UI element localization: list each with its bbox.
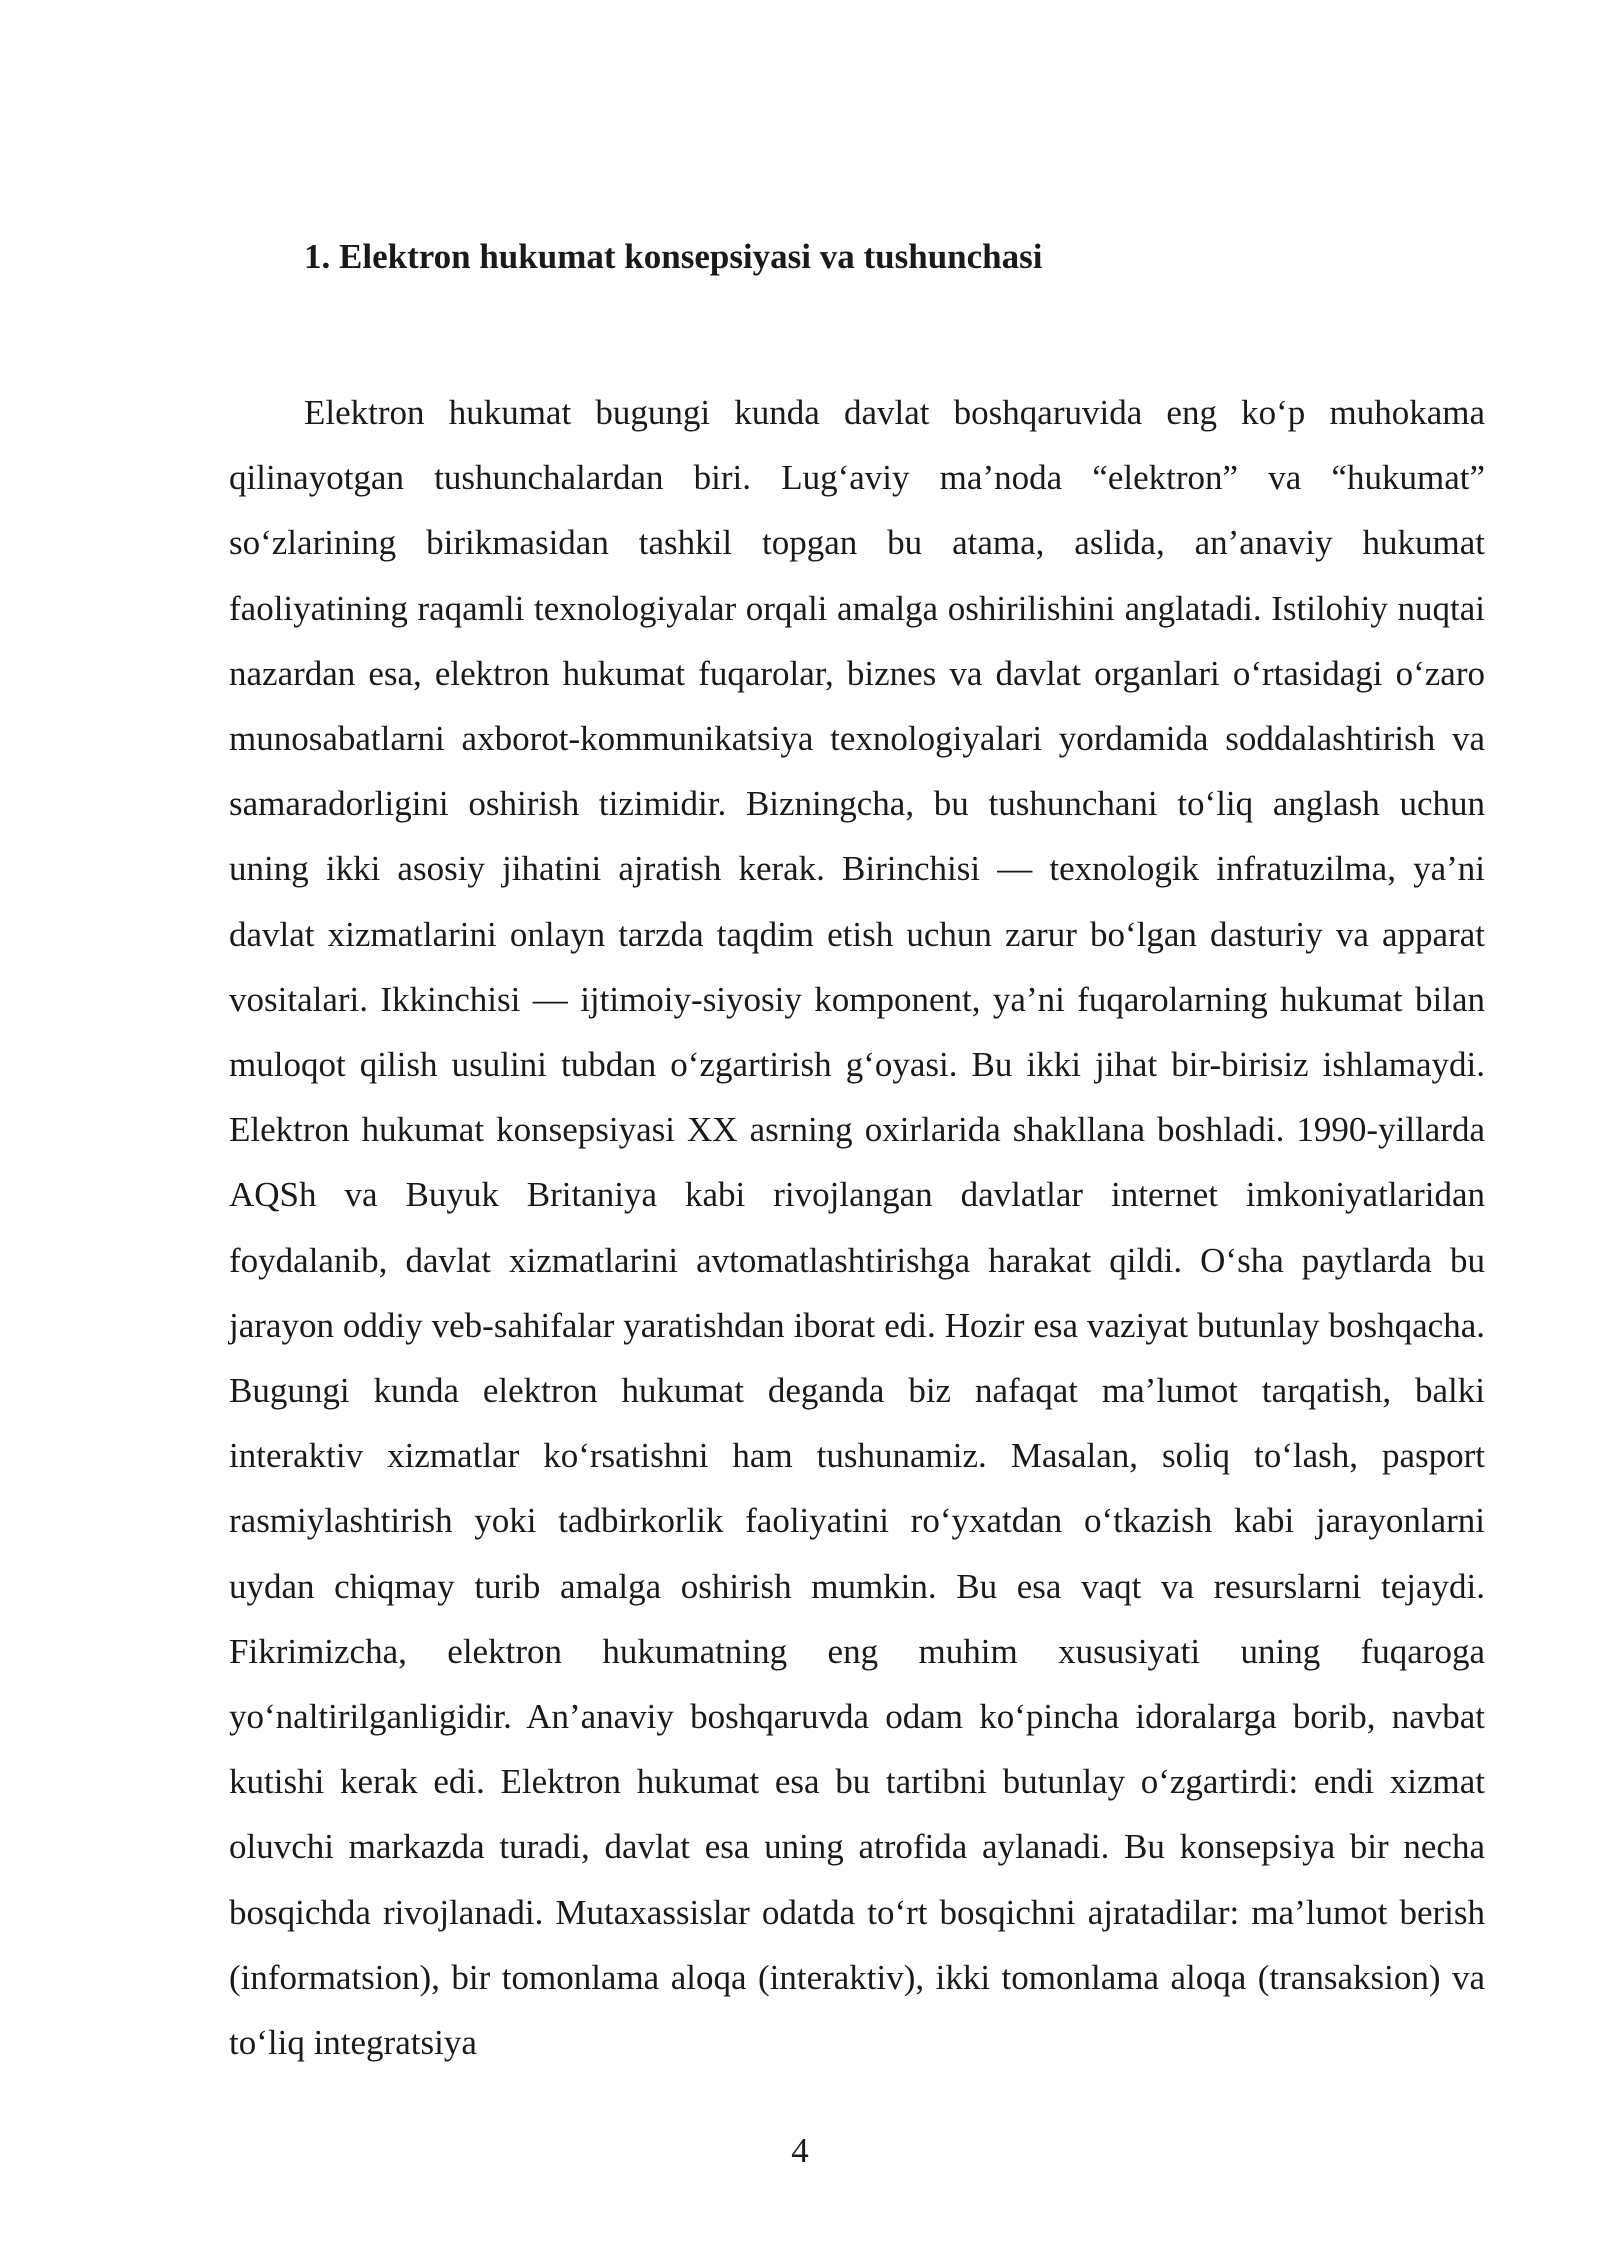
page-number: 4 [791, 2131, 809, 2170]
body-paragraph: Elektron hukumat bugungi kunda davlat boshqaruvida eng ko‘p muhokama qilinayotgan tushunchalardan biri. Lug‘aviy ma’noda “elektron” va “hukumat” so‘zlarining birikmasidan tashkil topgan bu atama, aslida, an’anaviy hukumat faoliyatining raqamli texnologiyalar orqali amalga oshirilishini anglatadi. Istilohiy nuqtai nazardan esa, elektron hukumat fuqarolar, biznes va davlat organlari o‘rtasidagi o‘zaro munosabatlarni axborot-kommunikatsiya texnologiyalari yordamida soddalashtirish va samaradorligini oshirish tizimidir. Bizningcha, bu tushunchani to‘liq anglash uchun uning ikki asosiy jihatini ajratish kerak. Birinchisi — texnologik infratuzilma, ya’ni davlat xizmatlarini onlayn tarzda taqdim etish uchun zarur bo‘lgan dasturiy va apparat vositalari. Ikkinchisi — ijtimoiy-siyosiy komponent, ya’ni fuqarolarning hukumat bilan muloqot qilish usulini tubdan o‘zgartirish g‘oyasi. Bu ikki jihat bir-birisiz ishlamaydi. Elektron hukumat konsepsiyasi XX asrning oxirlarida shakllana boshladi. 1990-yillarda AQSh va Buyuk Britaniya kabi rivojlangan davlatlar internet imkoniyatlaridan foydalanib, davlat xizmatlarini avtomatlashtirishga harakat qildi. O‘sha paytlarda bu jarayon oddiy veb-sahifalar yaratishdan iborat edi. Hozir esa vaziyat butunlay boshqacha. Bugungi kunda elektron hukumat deganda biz nafaqat ma’lumot tarqatish, balki interaktiv xizmatlar ko‘rsatishni ham tushunamiz. Masalan, soliq to‘lash, pasport rasmiylashtirish yoki tadbirkorlik faoliyatini ro‘yxatdan o‘tkazish kabi jarayonlarni uydan chiqmay turib amalga oshirish mumkin. Bu esa vaqt va resurslarni tejaydi. Fikrimizcha, elektron hukumatning eng muhim xususiyati uning fuqaroga yo‘naltirilganligidir. An’anaviy boshqaruvda odam ko‘pincha idoralarga borib, navbat kutishi kerak edi. Elektron hukumat esa bu tartibni butunlay o‘zgartirdi: endi xizmat oluvchi markazda turadi, davlat esa uning atrofida aylanadi. Bu konsepsiya bir necha bosqichda rivojlanadi. Mutaxassislar odatda to‘rt bosqichni ajratadilar: ma’lumot berish (informatsion), bir tomonlama aloqa (interaktiv), ikki tomonlama aloqa (transaksion) va to‘liq integratsiya [229, 393, 1485, 2063]
section-heading: 1. Elektron hukumat konsepsiyasi va tushunchasi [304, 237, 1043, 276]
